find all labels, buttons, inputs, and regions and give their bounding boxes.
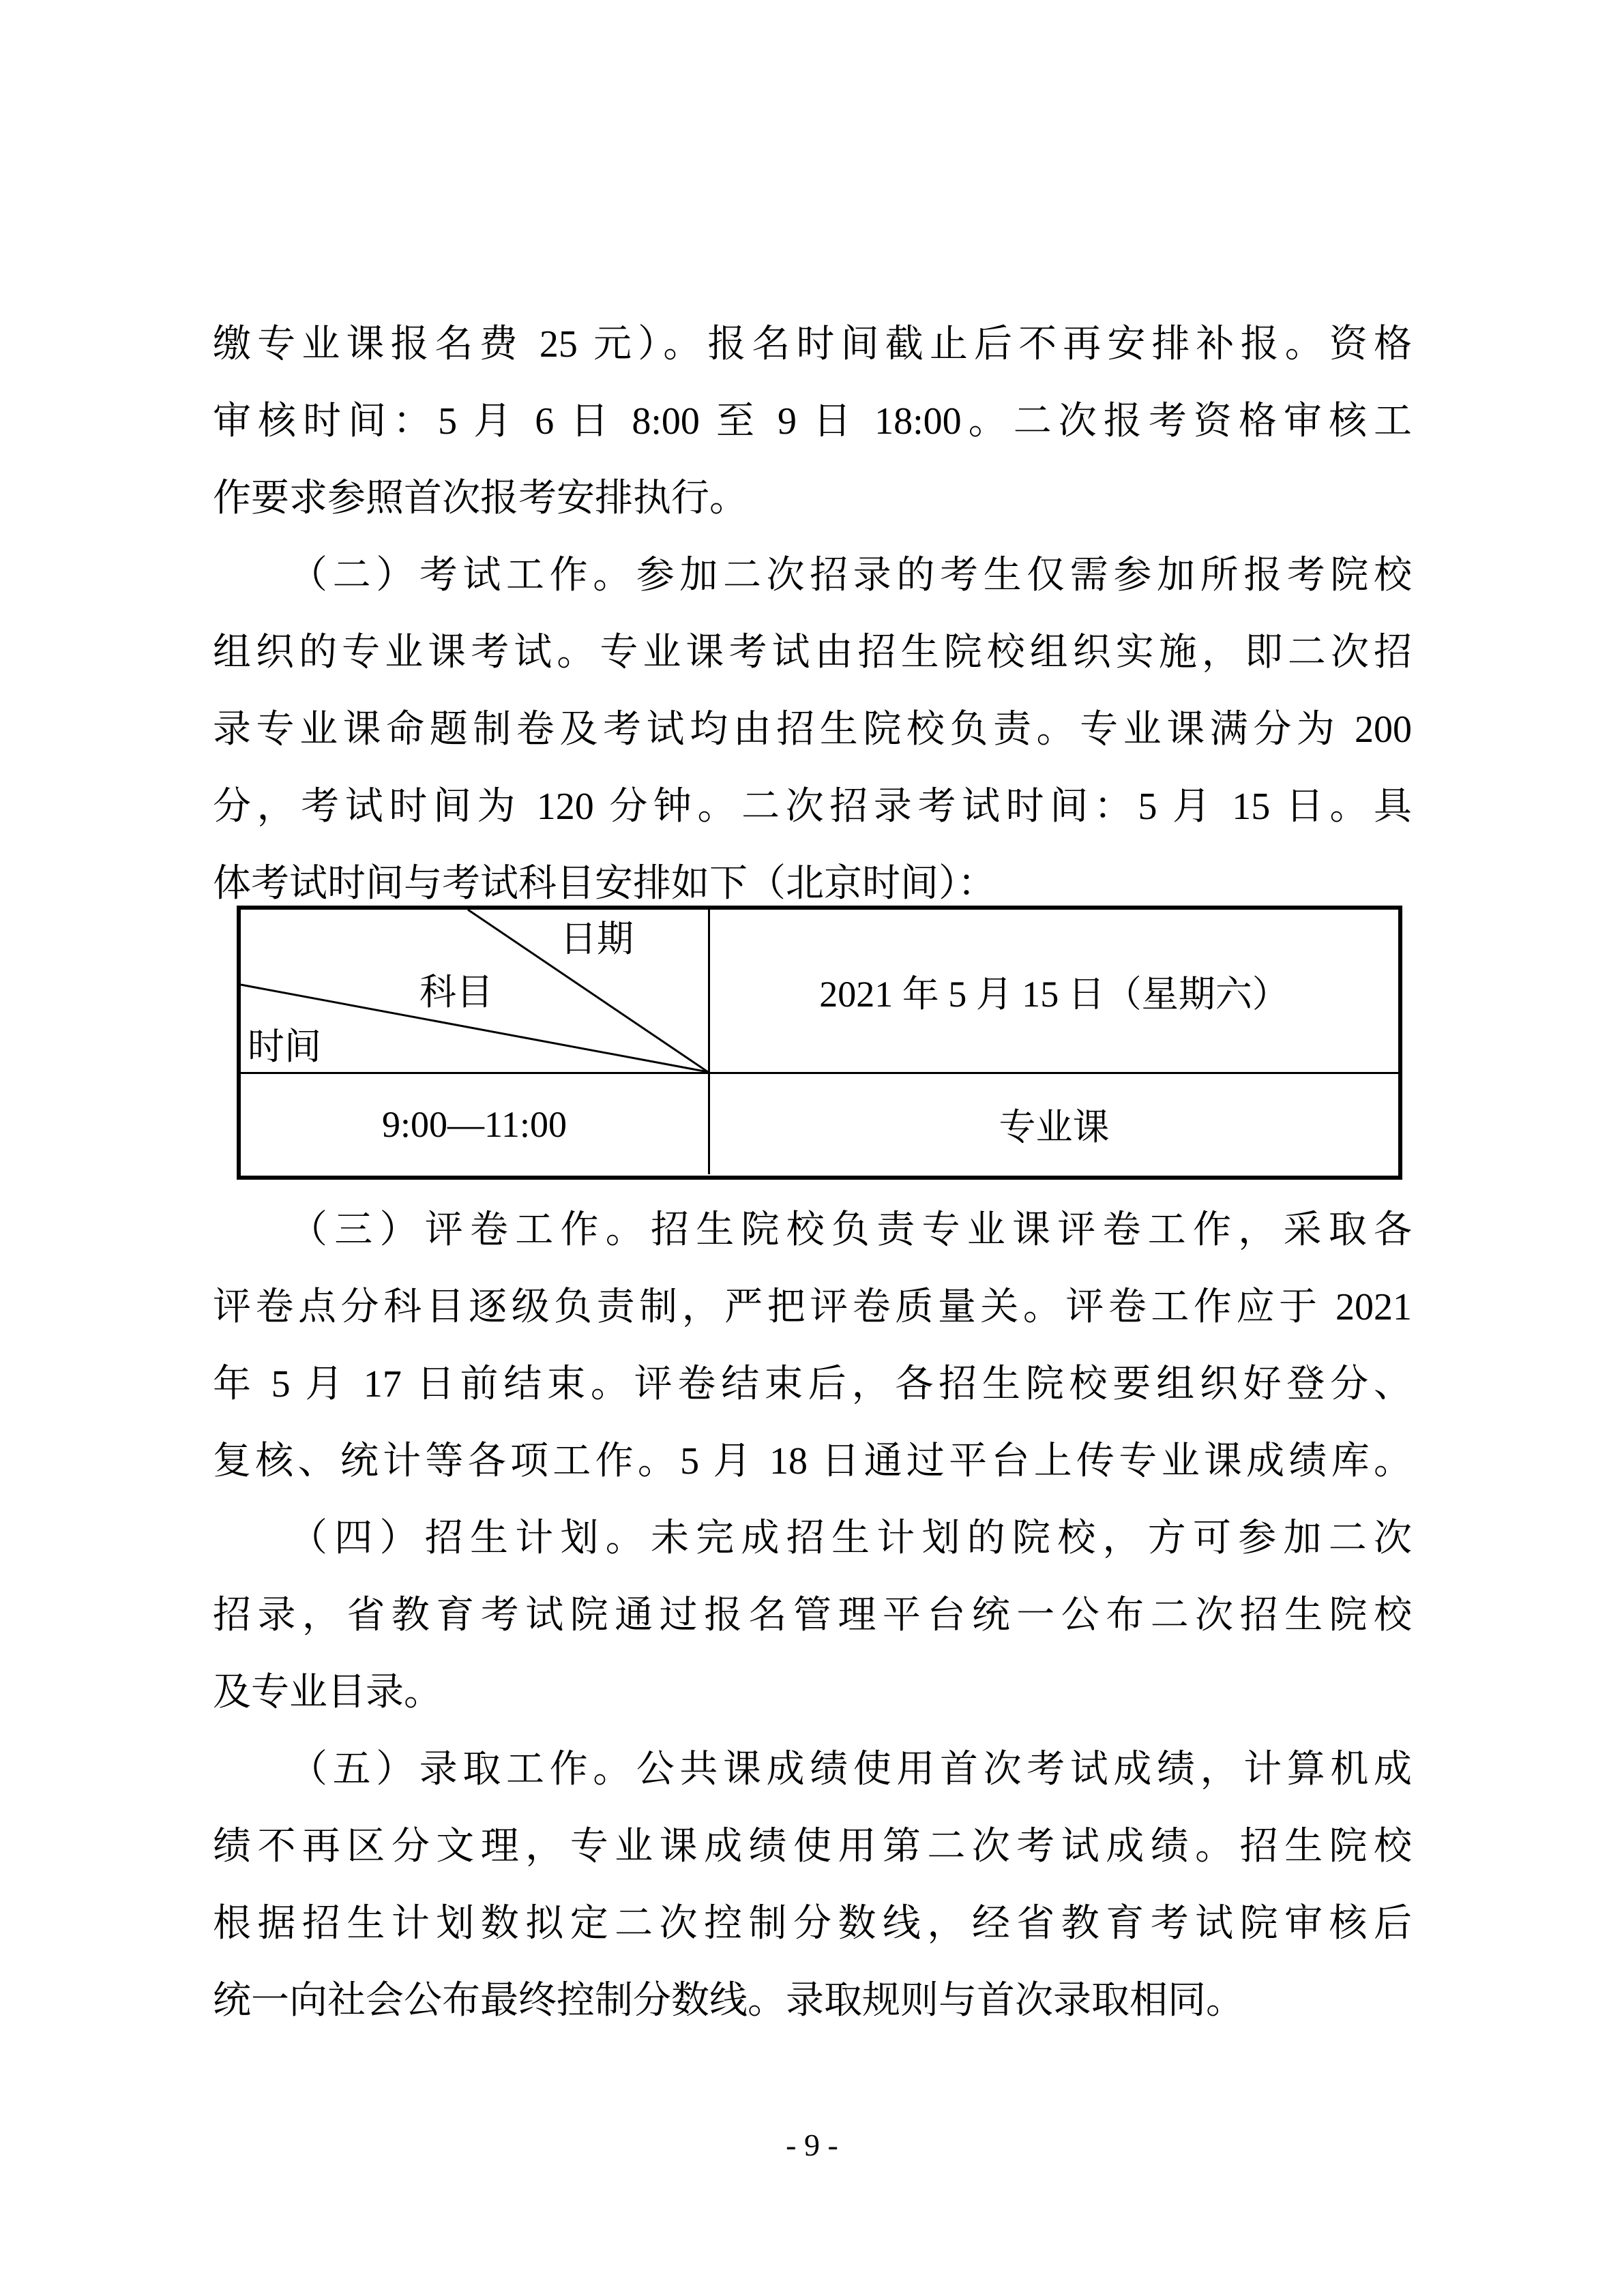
text-line: （三）评卷工作。招生院校负责专业课评卷工作，采取各 — [289, 1209, 1412, 1251]
text-line: 组织的专业课考试。专业课考试由招生院校组织实施，即二次招 — [213, 631, 1412, 674]
paragraphs-before-table — [213, 306, 1412, 923]
paragraphs-after-table — [213, 1192, 1412, 2040]
corner-label-date: 日期 — [560, 919, 634, 959]
text-line: （五）录取工作。公共课成绩使用首次考试成绩，计算机成 — [289, 1748, 1412, 1791]
text-line: 绩不再区分文理，专业课成绩使用第二次考试成绩。招生院校 — [213, 1825, 1412, 1868]
table-cell-subject: 专业课 — [999, 1107, 1110, 1148]
text-line: 录专业课命题制卷及考试均由招生院校负责。专业课满分为 200 — [213, 709, 1412, 751]
text-line: 审核时间：5 月 6 日 8:00 至 9 日 18:00。二次报考资格审核工 — [213, 400, 1412, 443]
text-line: 年 5 月 17 日前结束。评卷结束后，各招生院校要组织好登分、 — [213, 1363, 1412, 1405]
table-header-date-cell: 2021 年 5 月 15 日（星期六） — [819, 973, 1289, 1015]
table-header-row — [241, 910, 1398, 1074]
text-line: 评卷点分科目逐级负责制，严把评卷质量关。评卷工作应于 2021 — [213, 1286, 1412, 1328]
corner-label-subject: 科目 — [419, 972, 493, 1013]
corner-label-time: 时间 — [248, 1026, 321, 1067]
text-line: 作要求参照首次报考安排执行。 — [213, 477, 748, 520]
text-line: 统一向社会公布最终控制分数线。录取规则与首次录取相同。 — [213, 1980, 1244, 2022]
text-line: （二）考试工作。参加二次招录的考生仅需参加所报考院校 — [289, 554, 1412, 597]
text-line: （四）招生计划。未完成招生计划的院校，方可参加二次 — [289, 1517, 1412, 1560]
table-row — [241, 1074, 1398, 1174]
text-line: 及专业目录。 — [213, 1671, 442, 1714]
text-line: 根据招生计划数拟定二次控制分数线，经省教育考试院审核后 — [213, 1903, 1412, 1945]
text-line: 分，考试时间为 120 分钟。二次招录考试时间：5 月 15 日。具 — [213, 786, 1412, 828]
text-line: 招录，省教育考试院通过报名管理平台统一公布二次招生院校 — [213, 1594, 1412, 1637]
exam-schedule-table — [237, 906, 1402, 1180]
text-line: 复核、统计等各项工作。5 月 18 日通过平台上传专业课成绩库。 — [213, 1440, 1412, 1482]
table-cell-time: 9:00—11:00 — [241, 1074, 710, 1174]
text-line: 缴专业课报名费 25 元）。报名时间截止后不再安排补报。资格 — [213, 323, 1412, 366]
page-number: - 9 - — [786, 2128, 838, 2162]
text-line: 体考试时间与考试科目安排如下（北京时间）： — [213, 863, 996, 905]
diagonal-header-cell — [241, 910, 710, 1072]
